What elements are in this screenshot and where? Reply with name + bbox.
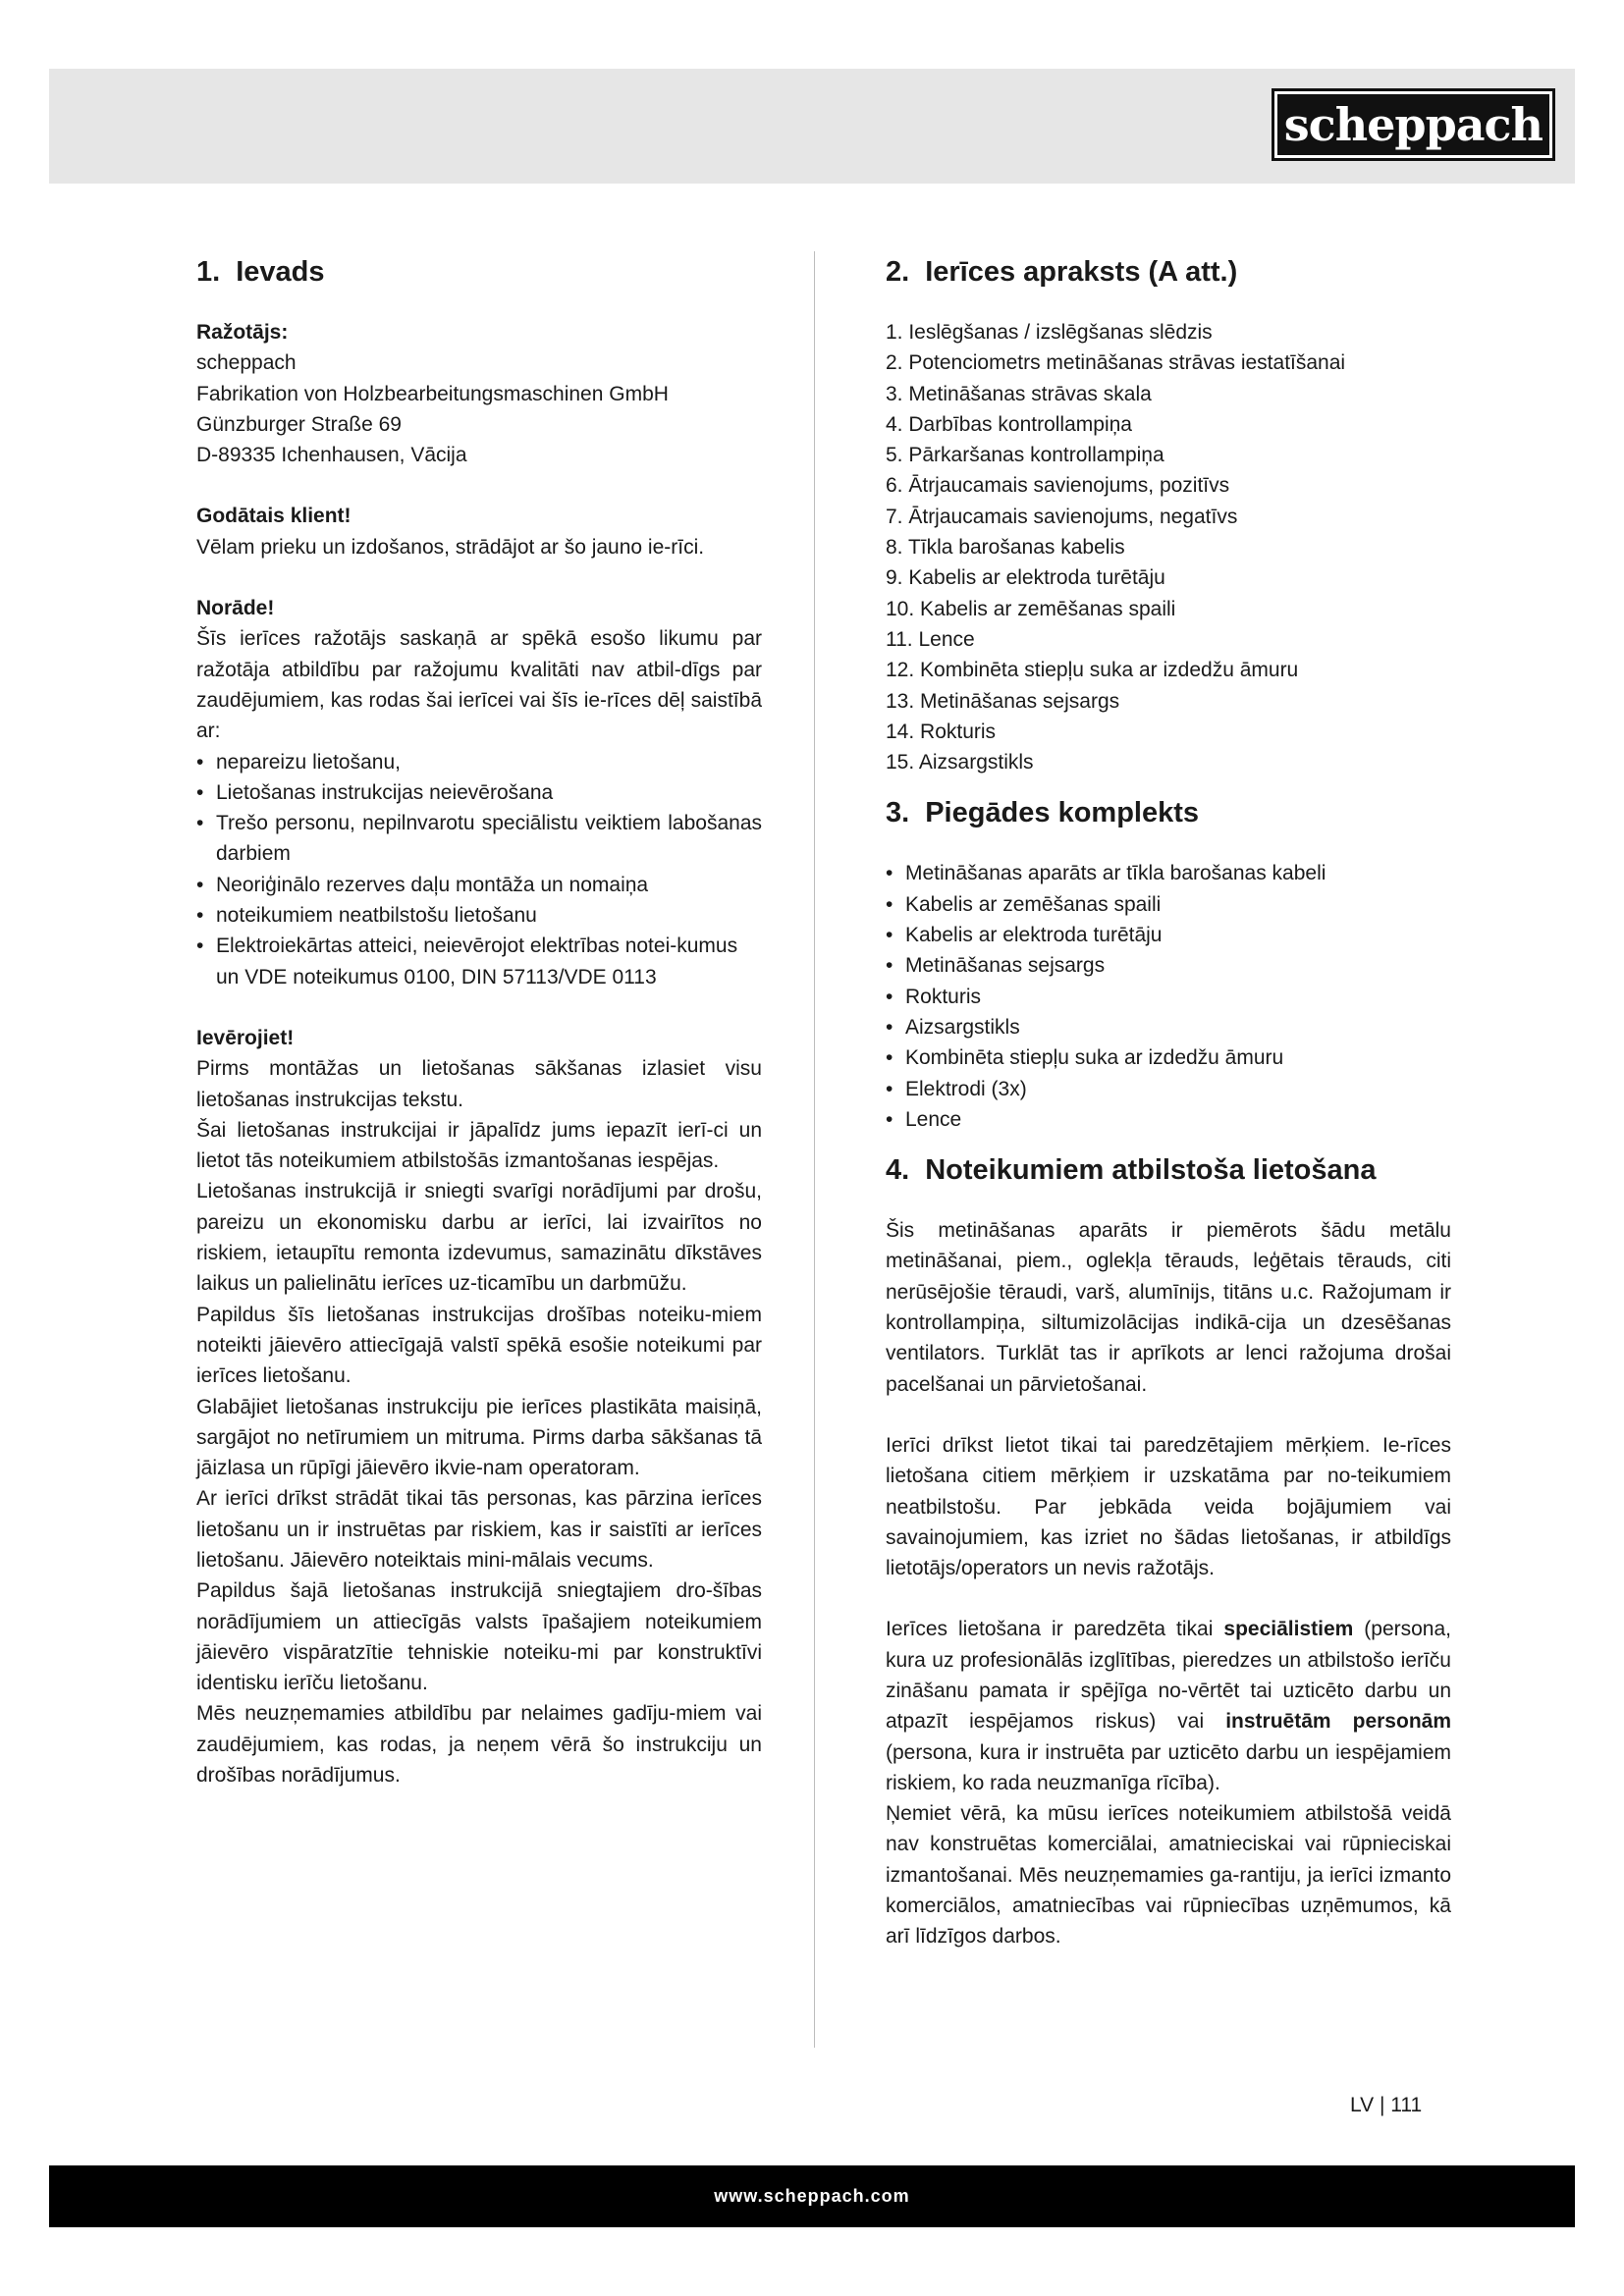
section-1-number: 1.: [196, 256, 221, 288]
attention-paragraph: Papildus šajā lietošanas instrukcijā sniegtajiem dro-šības norādījumiem un attiecīgās valsts īpašajiem noteikumiem jāievēro vispāratzītie tehniskie noteiku-mi par konstruktīvi identisku ierīču lietošanu.: [196, 1579, 762, 1695]
attention-paragraph: Ar ierīci drīkst strādāt tikai tās personas, kas pārzina ierīces lietošanu un ir instruētas par riskiem, kas ir saistīti ar ierīces lietošanu. Jāievēro noteiktais mini-mālais vecums.: [196, 1487, 762, 1572]
list-item: • Trešo personu, nepilnvarotu speciālistu veiktiem labošanas darbiem: [196, 808, 762, 870]
list-item: • Neoriģinālo rezerves daļu montāža un nomaiņa: [196, 870, 762, 900]
attention-paragraph: Glabājiet lietošanas instrukciju pie ierīces plastikāta maisiņā, sargājot no netīrumiem un mitruma. Pirms darba sākšanas tā jāizlasa un rūpīgi jāievēro ikvie-nam operatoram.: [196, 1395, 762, 1480]
list-item: • Kabelis ar elektroda turētāju: [886, 920, 1451, 950]
list-item: 4. Darbības kontrollampiņa: [886, 412, 1132, 436]
page-header: [49, 69, 1575, 184]
column-divider: [814, 251, 815, 2048]
page-footer: [49, 2165, 1575, 2227]
list-item: 5. Pārkaršanas kontrollampiņa: [886, 444, 1164, 467]
text-run: (persona, kura uz profesionālās izglītības, pieredzes un atbilstošo ierīču zināšanu pamata ir spējīga no-vērtēt tai uzticēto darbu un atpazīt iespējamos riskus) vai: [886, 1618, 1451, 1734]
attention-paragraph: Papildus šīs lietošanas instrukcijas drošības noteiku-miem noteikti jāievēro attiecīgajā valstī spēkā esošie noteikumi par ierīces lietošanu.: [196, 1303, 762, 1388]
note-bullet-list: [196, 747, 762, 992]
manufacturer-line: Fabrikation von Holzbearbeitungsmaschinen GmbH: [196, 382, 669, 405]
page-number: LV | 111: [1350, 2094, 1423, 2116]
list-item: 12. Kombinēta stiepļu suka ar izdedžu āmuru: [886, 659, 1299, 682]
list-item: 2. Potenciometrs metināšanas strāvas iestatīšanai: [886, 351, 1346, 375]
right-column: [886, 250, 1451, 1952]
list-item: • Aizsargstikls: [886, 1012, 1451, 1042]
list-item: 15. Aizsargstikls: [886, 751, 1034, 774]
text-run-bold: instruētām personām: [1225, 1710, 1451, 1734]
list-item: 14. Rokturis: [886, 720, 997, 743]
list-item: • Rokturis: [886, 982, 1451, 1012]
list-item: 8. Tīkla barošanas kabelis: [886, 536, 1125, 560]
footer-url: www.scheppach.com: [714, 2186, 910, 2206]
list-item: • Elektrodi (3x): [886, 1074, 1451, 1104]
intended-use-paragraph: Ierīci drīkst lietot tikai tai paredzētajiem mērķiem. Ie-rīces lietošana citiem mērķiem ir uzskatāma par no-teikumiem neatbilstošu. Par jebkāda veida bojājumiem vai savainojumiem, kas izriet no šādas lietošanas, ir atbildīgs lietotājs/operators un nevis ražotājs.: [886, 1433, 1451, 1580]
list-item: • Kombinēta stiepļu suka ar izdedžu āmuru: [886, 1042, 1451, 1073]
list-item: • Metināšanas aparāts ar tīkla barošanas kabeli: [886, 858, 1451, 888]
list-item: 11. Lence: [886, 627, 975, 651]
section-3-heading: [886, 791, 1451, 834]
section-4-title: Noteikumiem atbilstoša lietošana: [925, 1154, 1377, 1187]
list-item: 7. Ātrjaucamais savienojums, negatīvs: [886, 505, 1238, 528]
section-4-heading: [886, 1148, 1451, 1192]
scheppach-logo: scheppach: [1272, 88, 1555, 161]
list-item: • Kabelis ar zemēšanas spaili: [886, 889, 1451, 920]
list-item: • Elektroiekārtas atteici, neievērojot elektrības notei-kumus un VDE noteikumus 0100, DIN 57113/VDE 0113: [196, 931, 746, 992]
attention-paragraph: Mēs neuzņemamies atbildību par nelaimes gadīju-miem vai zaudējumiem, kas rodas, ja neņem vērā šo instrukciju un drošības norādījumus.: [196, 1702, 762, 1788]
manufacturer-line: D-89335 Ichenhausen, Vācija: [196, 444, 467, 467]
dear-customer-label: Godātais klient!: [196, 505, 352, 528]
list-item: • Lietošanas instrukcijas neievērošana: [196, 777, 762, 808]
text-run: (persona, kura ir instruēta par uzticēto darbu un iespējamiem riskiem, ko rada neuzmanīga rīcība).: [886, 1740, 1451, 1794]
section-2-number: 2.: [886, 256, 910, 288]
list-item: 13. Metināšanas sejsargs: [886, 689, 1120, 713]
list-item: • nepareizu lietošanu,: [196, 747, 762, 777]
delivery-list: [886, 858, 1451, 1135]
section-3-number: 3.: [886, 797, 910, 829]
manufacturer-label: Ražotājs:: [196, 321, 289, 344]
manufacturer-line: Günzburger Straße 69: [196, 412, 402, 436]
list-item: 3. Metināšanas strāvas skala: [886, 382, 1152, 405]
left-column: [196, 250, 762, 1790]
intended-use-paragraph: Šis metināšanas aparāts ir piemērots šādu metālu metināšanai, piem., oglekļa tērauds, leģētais tērauds, citi nerūsējošie tēraudi, varš, alumīnijs, titāns u.c. Ražojumam ir kontrollampiņa, siltumizolācijas indikā-cija un dzesēšanas ventilators. Turklāt tas ir aprīkots ar lenci ražojuma drošai pacelšanai un pārvietošanai.: [886, 1219, 1451, 1396]
list-item: 9. Kabelis ar elektroda turētāju: [886, 566, 1165, 590]
text-run: Ierīces lietošana ir paredzēta tikai: [886, 1618, 1224, 1641]
section-3-title: Piegādes komplekts: [925, 797, 1200, 829]
section-1-heading: [196, 250, 762, 294]
text-run-bold: speciālistiem: [1223, 1618, 1354, 1641]
list-item: 6. Ātrjaucamais savienojums, pozitīvs: [886, 474, 1230, 498]
note-text: Šīs ierīces ražotājs saskaņā ar spēkā esošo likumu par ražotāja atbildību par ražojumu kvalitāti nav atbil-dīgs par zaudējumiem, kas rodas šai ierīcei vai šīs ie-rīces dēļ saistībā ar:: [196, 627, 762, 743]
attention-paragraph: Lietošanas instrukcijā ir sniegti svarīgi norādījumi par drošu, pareizu un ekonomisku darbu ar ierīci, lai izvairītos no riskiem, ietaupītu remonta izdevumus, samazinātu dīkstāves laikus un palielinātu ierīces uz-ticamību un darbmūžu.: [196, 1180, 762, 1296]
section-4-number: 4.: [886, 1154, 910, 1187]
section-2-title: Ierīces apraksts (A att.): [925, 256, 1238, 288]
intended-use-paragraph: [886, 1614, 1451, 1798]
section-1-title: Ievads: [236, 256, 325, 288]
dear-customer-text: Vēlam prieku un izdošanos, strādājot ar šo jauno ie-rīci.: [196, 535, 705, 559]
attention-paragraph: Šai lietošanas instrukcijai ir jāpalīdz jums iepazīt ierī-ci un lietot tās noteikumiem atbilstošās izmantošanas iespējas.: [196, 1118, 762, 1173]
note-label: Norāde!: [196, 597, 275, 620]
section-2-heading: [886, 250, 1451, 294]
list-item: 1. Ieslēgšanas / izslēgšanas slēdzis: [886, 321, 1213, 344]
intended-use-paragraph: Ņemiet vērā, ka mūsu ierīces noteikumiem atbilstošā veidā nav konstruētas komerciālai, amatnieciskai vai rūpnieciskai izmantošanai. Mēs neuzņemamies ga-rantiju, ja ierīci izmanto komerciālos, amatniecības vai rūpniecības uzņēmumos, kā arī līdzīgos darbos.: [886, 1802, 1451, 1949]
attention-paragraph: Pirms montāžas un lietošanas sākšanas izlasiet visu lietošanas instrukcijas tekstu.: [196, 1057, 762, 1111]
attention-label: Ievērojiet!: [196, 1026, 295, 1049]
parts-list: [886, 317, 1451, 777]
list-item: • Metināšanas sejsargs: [886, 950, 1451, 981]
list-item: • noteikumiem neatbilstošu lietošanu: [196, 900, 762, 931]
list-item: 10. Kabelis ar zemēšanas spaili: [886, 597, 1176, 620]
manufacturer-line: scheppach: [196, 351, 297, 375]
list-item: • Lence: [886, 1104, 1451, 1135]
